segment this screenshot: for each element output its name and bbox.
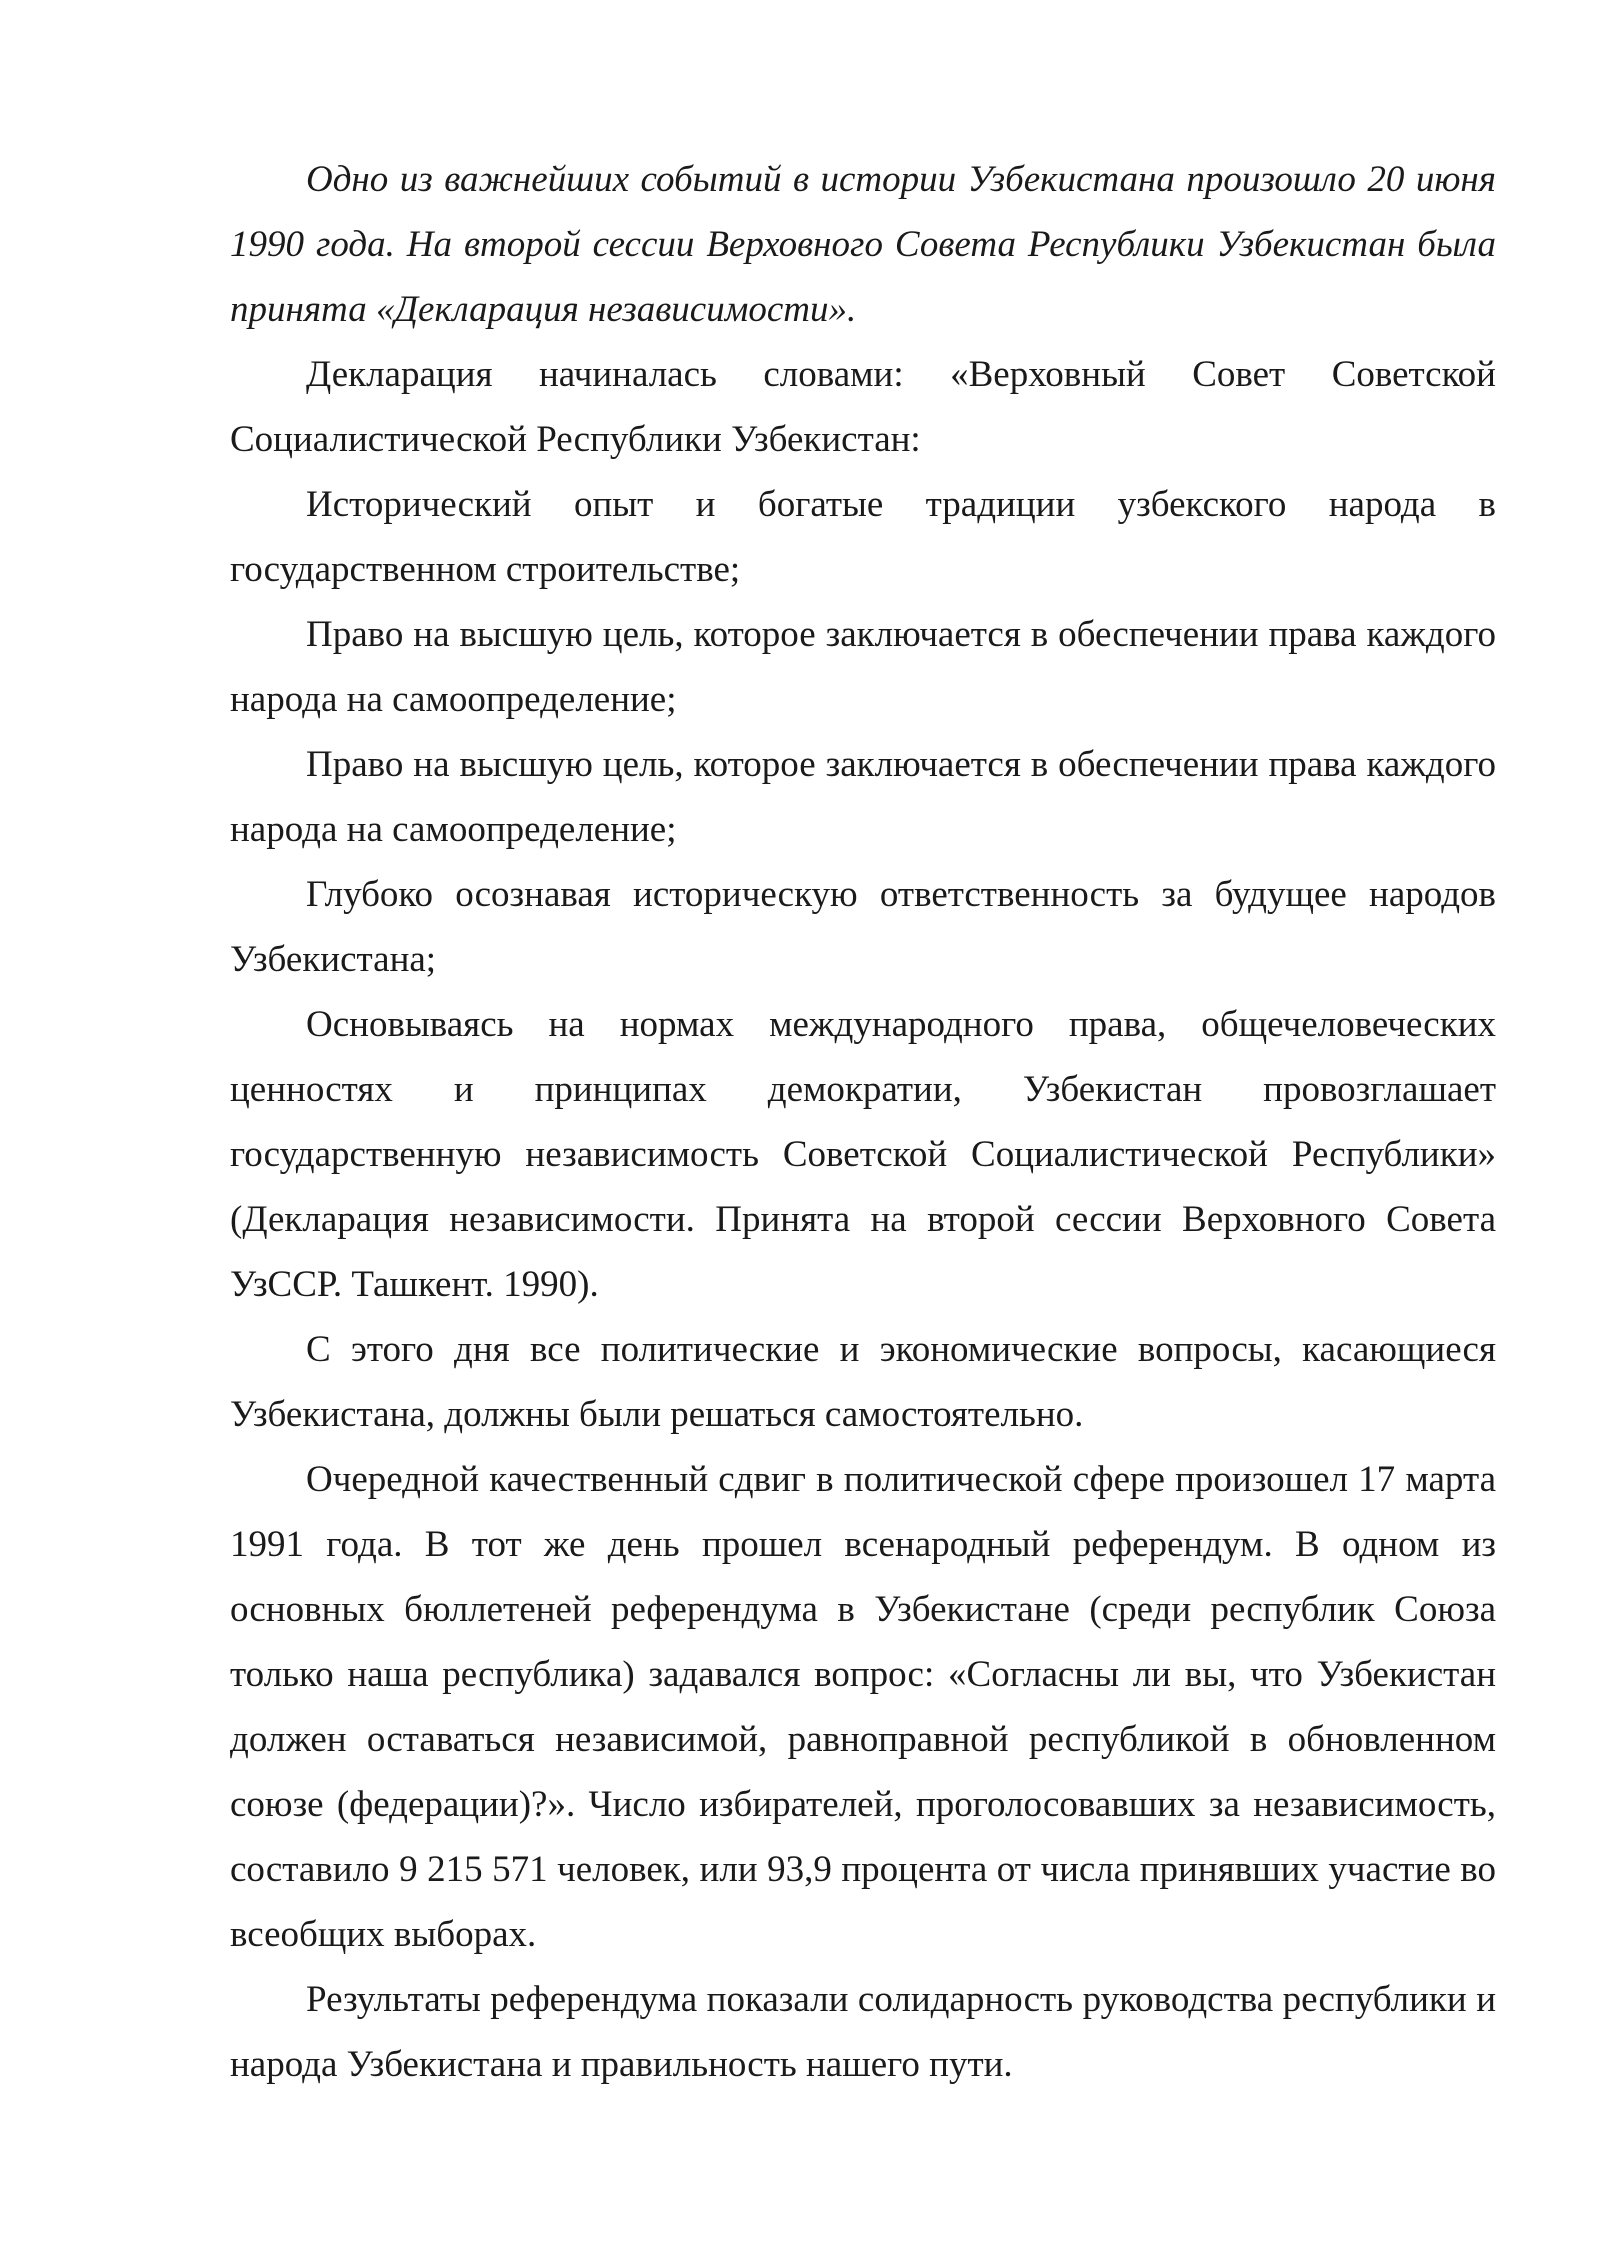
paragraph-self-determination-1: Право на высшую цель, которое заключается в обеспечении права каждого народа на самоопределение; [230,614,1496,720]
paragraph-responsibility: Глубоко осознавая историческую ответственность за будущее народов Узбекистана; [230,874,1496,980]
paragraph-self-governance: С этого дня все политические и экономические вопросы, касающиеся Узбекистана, должны были решаться самостоятельно. [230,1329,1496,1435]
paragraph-self-determination-2: Право на высшую цель, которое заключается в обеспечении права каждого народа на самоопределение; [230,744,1496,850]
paragraph-historical-experience: Исторический опыт и богатые традиции узбекского народа в государственном строительстве; [230,484,1496,590]
paragraph-declaration-opening: Декларация начиналась словами: «Верховный Совет Советской Социалистической Республики Узбекистан: [230,354,1496,460]
paragraph-declaration-intro: Одно из важнейших событий в истории Узбекистана произошло 20 июня 1990 года. На второй сессии Верховного Совета Республики Узбекистан была принята «Декларация независимости». [230,159,1496,330]
paragraph-independence-proclaimed: Основываясь на нормах международного права, общечеловеческих ценностях и принципах демократии, Узбекистан провозглашает государственную независимость Советской Социалистической Республики» (Декларация независимости. Принята на второй сессии Верховного Совета УзССР. Ташкент. 1990). [230,1004,1496,1305]
document-page [230,147,1496,2097]
paragraph-referendum: Очередной качественный сдвиг в политической сфере произошел 17 марта 1991 года. В тот же день прошел всенародный референдум. В одном из основных бюллетеней референдума в Узбекистане (среди республик Союза только наша республика) задавался вопрос: «Согласны ли вы, что Узбекистан должен оставаться независимой, равноправной республикой в обновленном союзе (федерации)?». Число избирателей, проголосовавших за независимость, составило 9 215 571 человек, или 93,9 процента от числа принявших участие во всеобщих выборах. [230,1459,1496,1955]
paragraph-referendum-results: Результаты референдума показали солидарность руководства республики и народа Узбекистана и правильность нашего пути. [230,1979,1496,2085]
